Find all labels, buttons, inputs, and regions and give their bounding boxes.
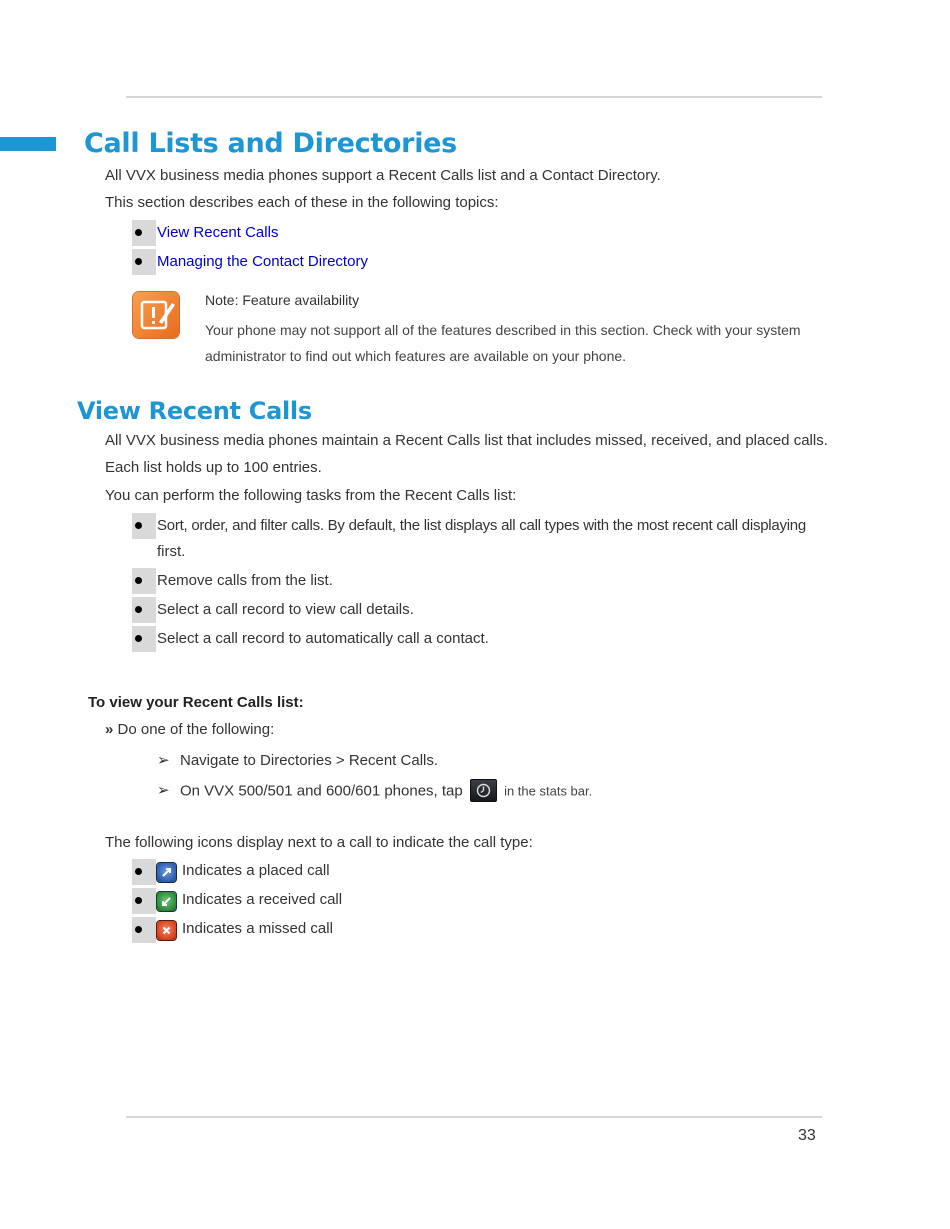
section-para-3: You can perform the following tasks from the Recent Calls list: [105, 487, 517, 504]
procedure-option-1 [157, 751, 438, 769]
icons-intro: The following icons display next to a call to indicate the call type: [105, 834, 533, 851]
task-call-contact: Select a call record to automatically call a contact. [157, 630, 489, 647]
section-para-2: Each list holds up to 100 entries. [105, 459, 322, 476]
header-rule [126, 96, 822, 98]
heading-accent-bar [0, 137, 56, 151]
note-title: Note: Feature availability [205, 292, 360, 308]
bullet-dot [135, 229, 142, 236]
option-1-text: Navigate to Directories > Recent Calls. [180, 752, 439, 769]
link-view-recent-calls[interactable]: View Recent Calls [157, 224, 279, 241]
option-2-text: On VVX 500/501 and 600/601 phones, tap [180, 782, 463, 800]
section-heading: View Recent Calls [77, 397, 312, 425]
missed-call-icon [157, 921, 176, 940]
arrow-bullet-icon: ➢ [157, 782, 170, 800]
task-sort-filter: Sort, order, and filter calls. By default, the list displays all call types with the most recent call displaying [157, 517, 806, 534]
note-body: Your phone may not support all of the features described in this section. Check with your system administrator to find out which features are available on your phone. [205, 322, 801, 364]
recent-calls-clock-icon [470, 779, 497, 802]
bullet-dot [135, 897, 142, 904]
bullet-dot [135, 577, 142, 584]
intro-line-1: All VVX business media phones support a Recent Calls list and a Contact Directory. [105, 167, 661, 184]
placed-call-label: Indicates a placed call [182, 862, 330, 879]
bullet-dot [135, 926, 142, 933]
option-2-suffix: in the stats bar. [504, 783, 593, 799]
received-call-icon [157, 892, 176, 911]
task-view-details: Select a call record to view call details. [157, 601, 414, 618]
missed-call-label: Indicates a missed call [182, 920, 333, 937]
bullet-dot [135, 606, 142, 613]
bullet-dot [135, 522, 142, 529]
intro-line-2: This section describes each of these in the following topics: [105, 194, 499, 211]
step-text: Do one of the following: [117, 721, 275, 738]
procedure-step [105, 720, 274, 740]
bullet-dot [135, 868, 142, 875]
placed-call-icon [157, 863, 176, 882]
received-call-label: Indicates a received call [182, 891, 343, 908]
bullet-dot [135, 635, 142, 642]
page-title: Call Lists and Directories [84, 128, 457, 159]
procedure-title: To view your Recent Calls list: [88, 694, 304, 711]
section-para-1: All VVX business media phones maintain a Recent Calls list that includes missed, received, and placed calls. [105, 432, 828, 449]
arrow-bullet-icon: ➢ [157, 752, 170, 769]
footer-rule [126, 1116, 822, 1118]
bullet-dot [135, 258, 142, 265]
procedure-option-2 [157, 780, 592, 803]
page-number: 33 [798, 1127, 816, 1144]
step-marker: » [105, 721, 114, 738]
note-edit-icon [133, 292, 179, 338]
link-managing-contact-directory[interactable]: Managing the Contact Directory [157, 253, 368, 270]
task-remove: Remove calls from the list. [157, 572, 333, 589]
task-sort-filter-continued: first. [157, 543, 186, 560]
